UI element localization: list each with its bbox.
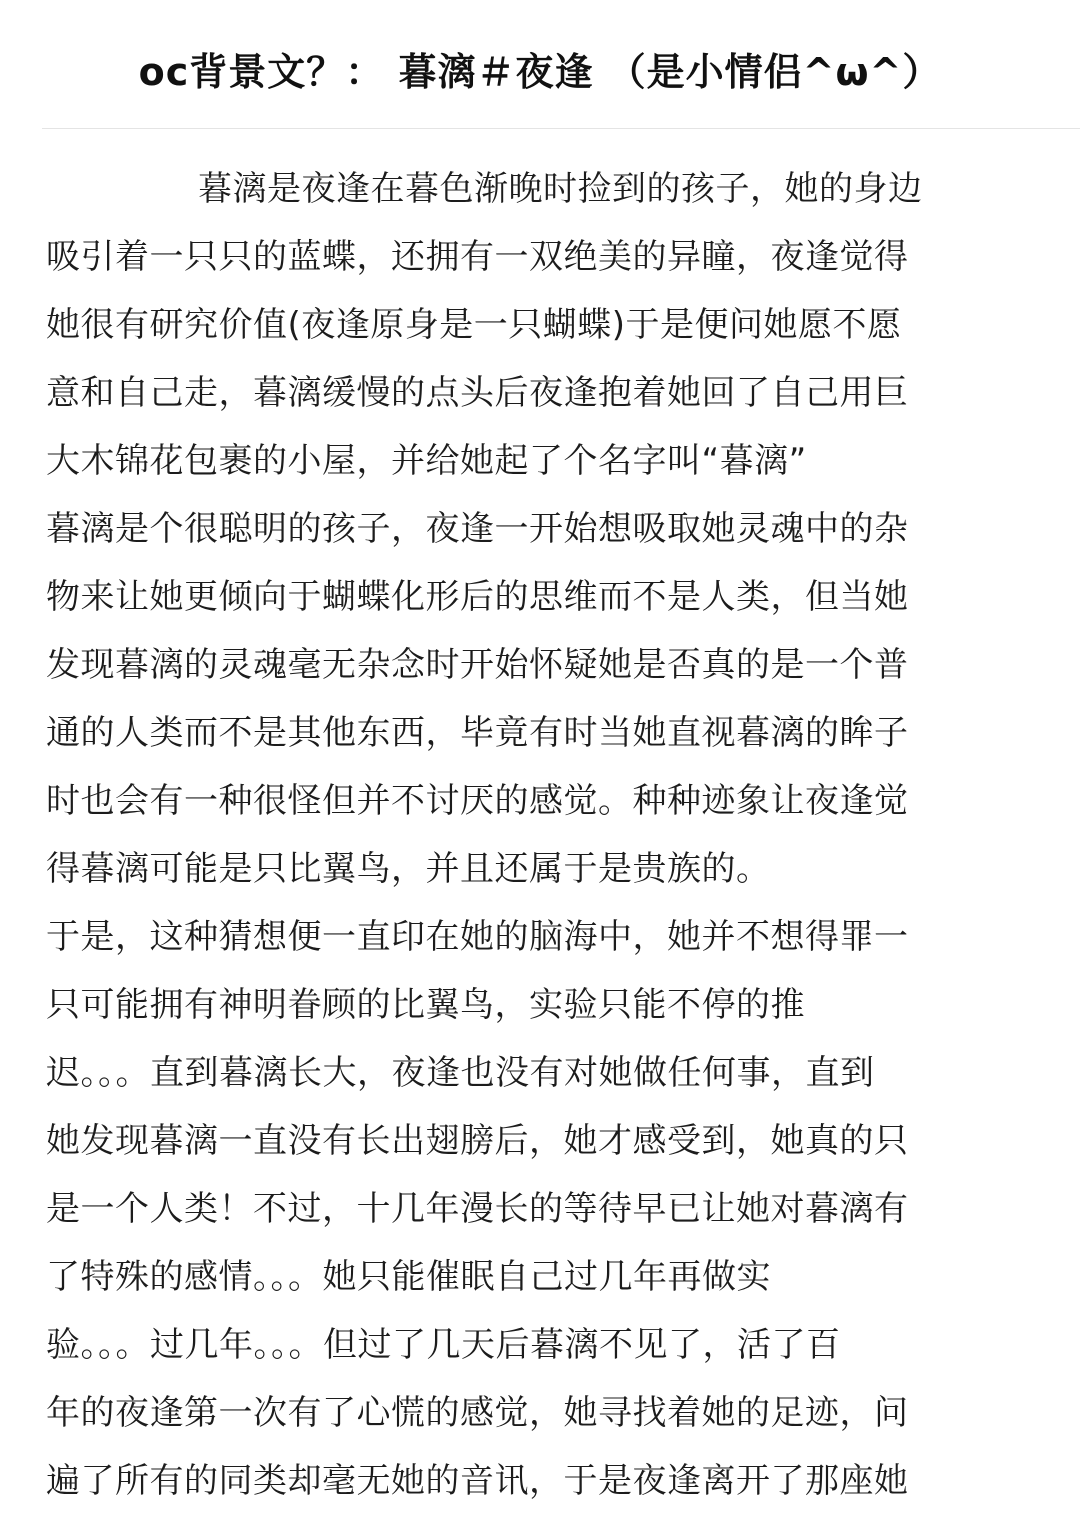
text-line: 迟。。。直到暮漓长大，夜逢也没有对她做任何事，直到 xyxy=(46,1053,875,1093)
text-line: 时也会有一种很怪但并不讨厌的感觉。种种迹象让夜逢觉 xyxy=(46,781,909,821)
text-line: 发现暮漓的灵魂毫无杂念时开始怀疑她是否真的是一个普 xyxy=(46,645,909,685)
text-line: 是一个人类！不过，十几年漫长的等待早已让她对暮漓有 xyxy=(46,1189,909,1229)
text-line: 她很有研究价值(夜逢原身是一只蝴蝶)于是便问她愿不愿 xyxy=(46,305,902,345)
text-line: 物来让她更倾向于蝴蝶化形后的思维而不是人类，但当她 xyxy=(46,577,909,617)
text-line: 她发现暮漓一直没有长出翅膀后，她才感受到，她真的只 xyxy=(46,1121,909,1161)
page-title: oc背景文？： 暮漓＃夜逢 （是小情侣^ω^） xyxy=(138,50,942,94)
text-line: 意和自己走，暮漓缓慢的点头后夜逢抱着她回了自己用巨 xyxy=(46,373,909,413)
story-text xyxy=(46,155,1026,1515)
text-line: 暮漓是夜逢在暮色渐晚时捡到的孩子，她的身边 xyxy=(198,169,923,209)
text-line: 暮漓是个很聪明的孩子，夜逢一开始想吸取她灵魂中的杂 xyxy=(46,509,909,549)
text-line: 通的人类而不是其他东西，毕竟有时当她直视暮漓的眸子 xyxy=(46,713,909,753)
text-line: 验。。。过几年。。。但过了几天后暮漓不见了，活了百 xyxy=(46,1325,841,1365)
title-divider xyxy=(42,128,1080,129)
text-line: 了特殊的感情。。。她只能催眠自己过几年再做实 xyxy=(46,1257,771,1297)
text-line: 得暮漓可能是只比翼鸟，并且还属于是贵族的。 xyxy=(46,849,771,889)
text-line: 吸引着一只只的蓝蝶，还拥有一双绝美的异瞳，夜逢觉得 xyxy=(46,237,909,277)
text-line: 遍了所有的同类却毫无她的音讯，于是夜逢离开了那座她 xyxy=(46,1461,909,1501)
text-line: 大木锦花包裹的小屋，并给她起了个名字叫“暮漓” xyxy=(46,441,807,481)
text-line: 于是，这种猜想便一直印在她的脑海中，她并不想得罪一 xyxy=(46,917,909,957)
text-line: 只可能拥有神明眷顾的比翼鸟，实验只能不停的推 xyxy=(46,985,805,1025)
text-line: 年的夜逢第一次有了心慌的感觉，她寻找着她的足迹，问 xyxy=(46,1393,909,1433)
